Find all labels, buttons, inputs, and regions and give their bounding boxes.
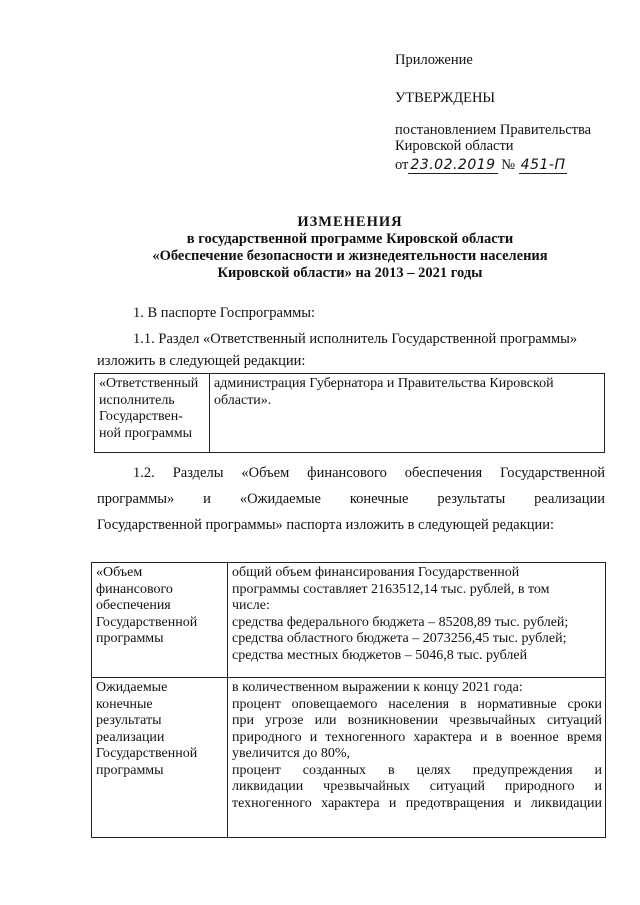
funding-results-table [91, 562, 606, 838]
value-line: процент оповещаемого населения в нормативные сроки [232, 696, 602, 712]
label-line: реализации [96, 729, 165, 745]
paragraph-1-2 [97, 460, 605, 538]
value-line: области». [214, 392, 272, 408]
label-line: исполнитель [99, 392, 175, 408]
decree-line-2: Кировской области [395, 138, 514, 154]
label-line: финансового [96, 581, 173, 597]
label-line: конечные [96, 696, 153, 712]
label-line: Государственной [96, 614, 198, 630]
decree-line-1: постановлением Правительства [395, 122, 592, 138]
label-line: «Ответственный [99, 376, 199, 391]
label-line: «Объем [96, 565, 143, 580]
decree-date-number [395, 157, 567, 174]
value-line: техногенного характера и предотвращения и ликвидации [232, 795, 602, 811]
approved-label: УТВЕРЖДЕНЫ [395, 90, 496, 106]
value-line: программы составляет 2163512,14 тыс. рублей, в том [232, 581, 550, 597]
table-value-cell [228, 563, 606, 678]
responsible-executor-table [94, 373, 605, 453]
label-line: ной программы [99, 425, 193, 441]
number-prefix: № [501, 157, 516, 173]
table-label-cell [92, 678, 228, 838]
p12-line-3: Государственной программы» паспорта изложить в следующей редакции: [97, 517, 555, 533]
label-line: программы [96, 631, 164, 646]
decree-reference [395, 122, 635, 154]
paragraph-1-1-continued: изложить в следующей редакции: [97, 353, 306, 369]
label-line: обеспечения [96, 598, 171, 613]
handwritten-date: 23.02.2019 [410, 157, 496, 173]
value-line: природного и техногенного характера и в военное время [232, 729, 602, 745]
table-value-cell [228, 678, 606, 838]
title-line-1: ИЗМЕНЕНИЯ [297, 214, 403, 230]
value-line: ликвидации чрезвычайных ситуаций природного и [232, 779, 602, 794]
table-label-cell [95, 374, 210, 453]
label-line: программы [96, 762, 164, 778]
value-line: числе: [232, 598, 270, 613]
value-line: при угрозе или возникновении чрезвычайных ситуаций [232, 713, 602, 728]
label-line: результаты [96, 713, 162, 728]
date-prefix: от [395, 157, 409, 173]
p12-line-2: программы» и «Ожидаемые конечные результаты реализации [97, 491, 605, 507]
handwritten-number: 451-П [520, 157, 566, 173]
table-row [92, 678, 606, 838]
document-title [100, 214, 600, 282]
value-line: увеличится до 80%, [232, 746, 350, 761]
value-line: средства местных бюджетов – 5046,8 тыс. рублей [232, 647, 528, 663]
value-line: средства областного бюджета – 2073256,45 тыс. рублей; [232, 631, 567, 646]
title-line-3: «Обеспечение безопасности и жизнедеятельности населения [152, 248, 548, 264]
paragraph-1: 1. В паспорте Госпрограммы: [133, 305, 316, 321]
label-line: Государствен- [99, 409, 183, 424]
value-line: процент созданных в целях предупреждения и [232, 762, 602, 778]
table-row [95, 374, 605, 453]
title-line-4: Кировской области» на 2013 – 2021 годы [217, 265, 483, 281]
value-line: средства федерального бюджета – 85208,89 тыс. рублей; [232, 614, 569, 630]
label-line: Государственной [96, 746, 198, 761]
value-line: администрация Губернатора и Правительства Кировской [214, 376, 554, 391]
appendix-label: Приложение [395, 52, 473, 68]
value-line: в количественном выражении к концу 2021 года: [232, 680, 523, 695]
table-value-cell [210, 374, 605, 453]
table-label-cell [92, 563, 228, 678]
label-line: Ожидаемые [96, 680, 168, 695]
value-line: общий объем финансирования Государственной [232, 565, 520, 580]
table-row [92, 563, 606, 678]
p12-line-1: 1.2. Разделы «Объем финансового обеспечения Государственной [133, 465, 605, 481]
paragraph-1-1: 1.1. Раздел «Ответственный исполнитель Государственной программы» [133, 331, 578, 347]
title-line-2: в государственной программе Кировской области [186, 231, 514, 247]
